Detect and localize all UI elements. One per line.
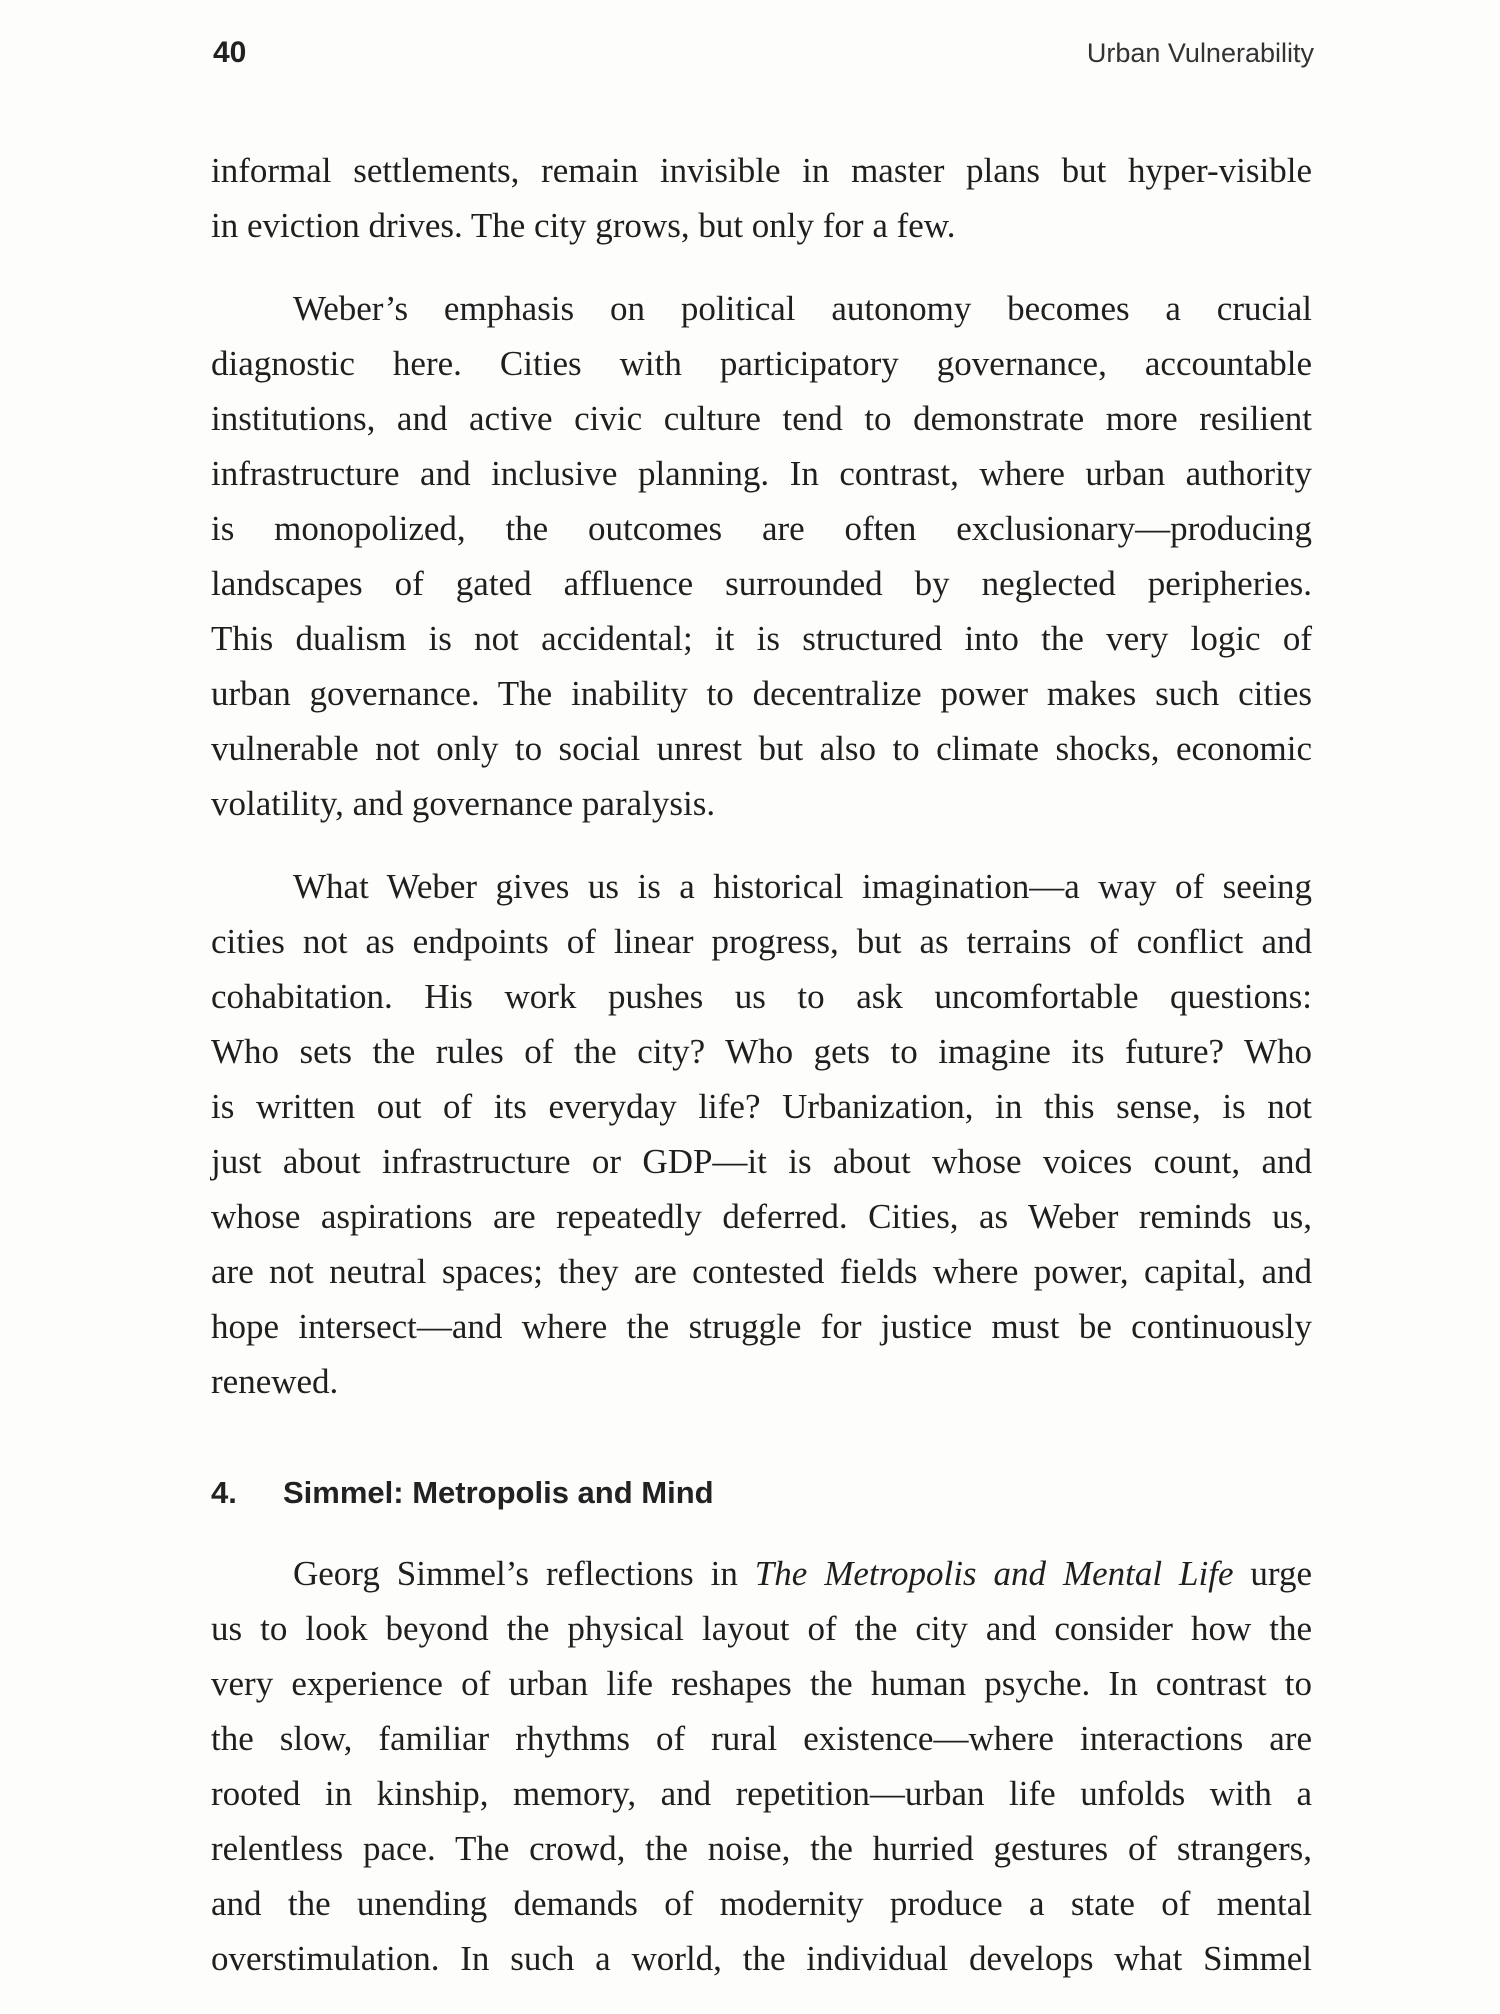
text-line: Who sets the rules of the city? Who gets to imagine its future? Who	[211, 1032, 1312, 1071]
text-line: renewed.	[211, 1362, 339, 1401]
text-segment: urge	[1233, 1554, 1312, 1593]
text-line: volatility, and governance paralysis.	[211, 784, 716, 823]
text-line: in eviction drives. The city grows, but only for a few.	[211, 206, 956, 245]
text-line: vulnerable not only to social unrest but also to climate shocks, economic	[211, 729, 1312, 768]
text-line: just about infrastructure or GDP—it is about whose voices count, and	[211, 1142, 1312, 1181]
text-line: rooted in kinship, memory, and repetition—urban life unfolds with a	[211, 1774, 1312, 1813]
text-line: infrastructure and inclusive planning. In contrast, where urban authority	[211, 454, 1312, 493]
book-title-italic: The Metropolis and Mental Life	[754, 1554, 1234, 1593]
text-line: institutions, and active civic culture tend to demonstrate more resilient	[211, 399, 1312, 438]
text-line: informal settlements, remain invisible in master plans but hyper-visible	[211, 151, 1312, 190]
paragraph	[211, 281, 1312, 831]
text-line: cities not as endpoints of linear progress, but as terrains of conflict and	[211, 922, 1312, 961]
text-line: is monopolized, the outcomes are often exclusionary—producing	[211, 509, 1312, 548]
text-line: diagnostic here. Cities with participatory governance, accountable	[211, 344, 1312, 383]
text-segment: Georg Simmel’s reflections in	[293, 1554, 755, 1593]
section-title: Simmel: Metropolis and Mind	[283, 1475, 714, 1510]
body-text-before-section	[211, 143, 1312, 1409]
text-line: relentless pace. The crowd, the noise, the hurried gestures of strangers,	[211, 1829, 1312, 1868]
text-line: This dualism is not accidental; it is structured into the very logic of	[211, 619, 1312, 658]
text-line: the slow, familiar rhythms of rural existence—where interactions are	[211, 1719, 1312, 1758]
text-line: urban governance. The inability to decentralize power makes such cities	[211, 674, 1312, 713]
text-line: What Weber gives us is a historical imagination—a way of seeing	[293, 867, 1312, 906]
paragraph	[211, 859, 1312, 1409]
paragraph	[211, 1546, 1312, 1986]
text-line: us to look beyond the physical layout of the city and consider how the	[211, 1609, 1312, 1648]
section-number: 4.	[211, 1475, 237, 1510]
text-line: very experience of urban life reshapes the human psyche. In contrast to	[211, 1664, 1312, 1703]
running-header-title: Urban Vulnerability	[1086, 38, 1314, 68]
text-line: is written out of its everyday life? Urbanization, in this sense, is not	[211, 1087, 1312, 1126]
section-heading	[211, 1465, 1312, 1520]
text-line: cohabitation. His work pushes us to ask uncomfortable questions:	[211, 977, 1312, 1016]
text-line: are not neutral spaces; they are contested fields where power, capital, and	[211, 1252, 1312, 1291]
text-line: overstimulation. In such a world, the individual develops what Simmel	[211, 1939, 1312, 1978]
text-line: hope intersect—and where the struggle for justice must be continuously	[211, 1307, 1312, 1346]
text-line	[211, 1546, 1312, 1601]
page-number: 40	[213, 36, 247, 69]
text-line: whose aspirations are repeatedly deferred. Cities, as Weber reminds us,	[211, 1197, 1312, 1236]
text-line: and the unending demands of modernity produce a state of mental	[211, 1884, 1312, 1923]
text-line: landscapes of gated affluence surrounded by neglected peripheries.	[211, 564, 1312, 603]
page-body	[211, 143, 1312, 2014]
text-line: Weber’s emphasis on political autonomy becomes a crucial	[293, 289, 1312, 328]
paragraph	[211, 143, 1312, 253]
